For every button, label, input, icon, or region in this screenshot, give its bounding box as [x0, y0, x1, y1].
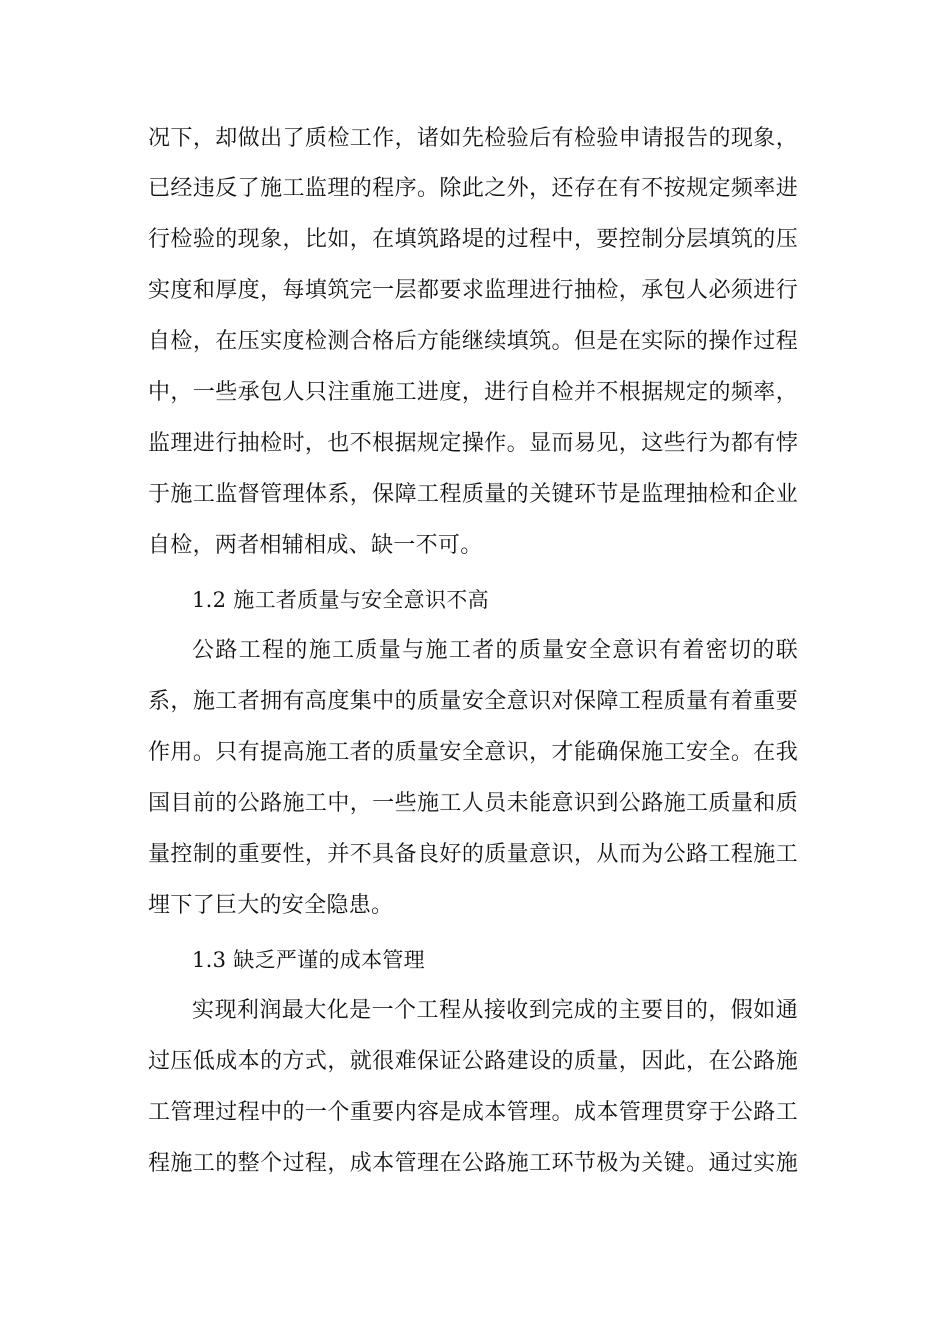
section-heading-1-2: 1.2 施工者质量与安全意识不高 [192, 588, 489, 612]
text-line: 于施工监督管理体系，保障工程质量的关键环节是监理抽检和企业 [148, 482, 798, 507]
text-line: 工管理过程中的一个重要内容是成本管理。成本管理贯穿于公路工 [148, 1100, 798, 1125]
text-line: 作用。只有提高施工者的质量安全意识，才能确保施工安全。在我 [148, 740, 798, 765]
text-line: 实度和厚度，每填筑完一层都要求监理进行抽检，承包人必须进行 [148, 278, 798, 303]
text-line: 自检，两者相辅相成、缺一不可。 [148, 533, 483, 558]
text-line: 国目前的公路施工中，一些施工人员未能意识到公路施工质量和质 [148, 791, 798, 816]
text-line: 埋下了巨大的安全隐患。 [148, 893, 394, 918]
text-line: 况下，却做出了质检工作，诸如先检验后有检验申请报告的现象， [148, 126, 798, 151]
text-line: 中，一些承包人只注重施工进度，进行自检并不根据规定的频率， [148, 380, 798, 405]
text-line: 过压低成本的方式，就很难保证公路建设的质量，因此，在公路施 [148, 1049, 798, 1074]
text-line: 实现利润最大化是一个工程从接收到完成的主要目的，假如通 [192, 998, 798, 1023]
text-line: 程施工的整个过程，成本管理在公路施工环节极为关键。通过实施 [148, 1151, 798, 1176]
text-line: 系，施工者拥有高度集中的质量安全意识对保障工程质量有着重要 [148, 689, 798, 714]
text-line: 已经违反了施工监理的程序。除此之外，还存在有不按规定频率进 [148, 176, 798, 201]
section-heading-1-3: 1.3 缺乏严谨的成本管理 [192, 948, 425, 972]
text-line: 自检，在压实度检测合格后方能继续填筑。但是在实际的操作过程 [148, 329, 798, 354]
text-line: 监理进行抽检时，也不根据规定操作。显而易见，这些行为都有悖 [148, 431, 798, 456]
text-line: 量控制的重要性，并不具备良好的质量意识，从而为公路工程施工 [148, 842, 798, 867]
text-line: 公路工程的施工质量与施工者的质量安全意识有着密切的联 [192, 638, 798, 663]
text-line: 行检验的现象，比如，在填筑路堤的过程中，要控制分层填筑的压 [148, 227, 798, 252]
